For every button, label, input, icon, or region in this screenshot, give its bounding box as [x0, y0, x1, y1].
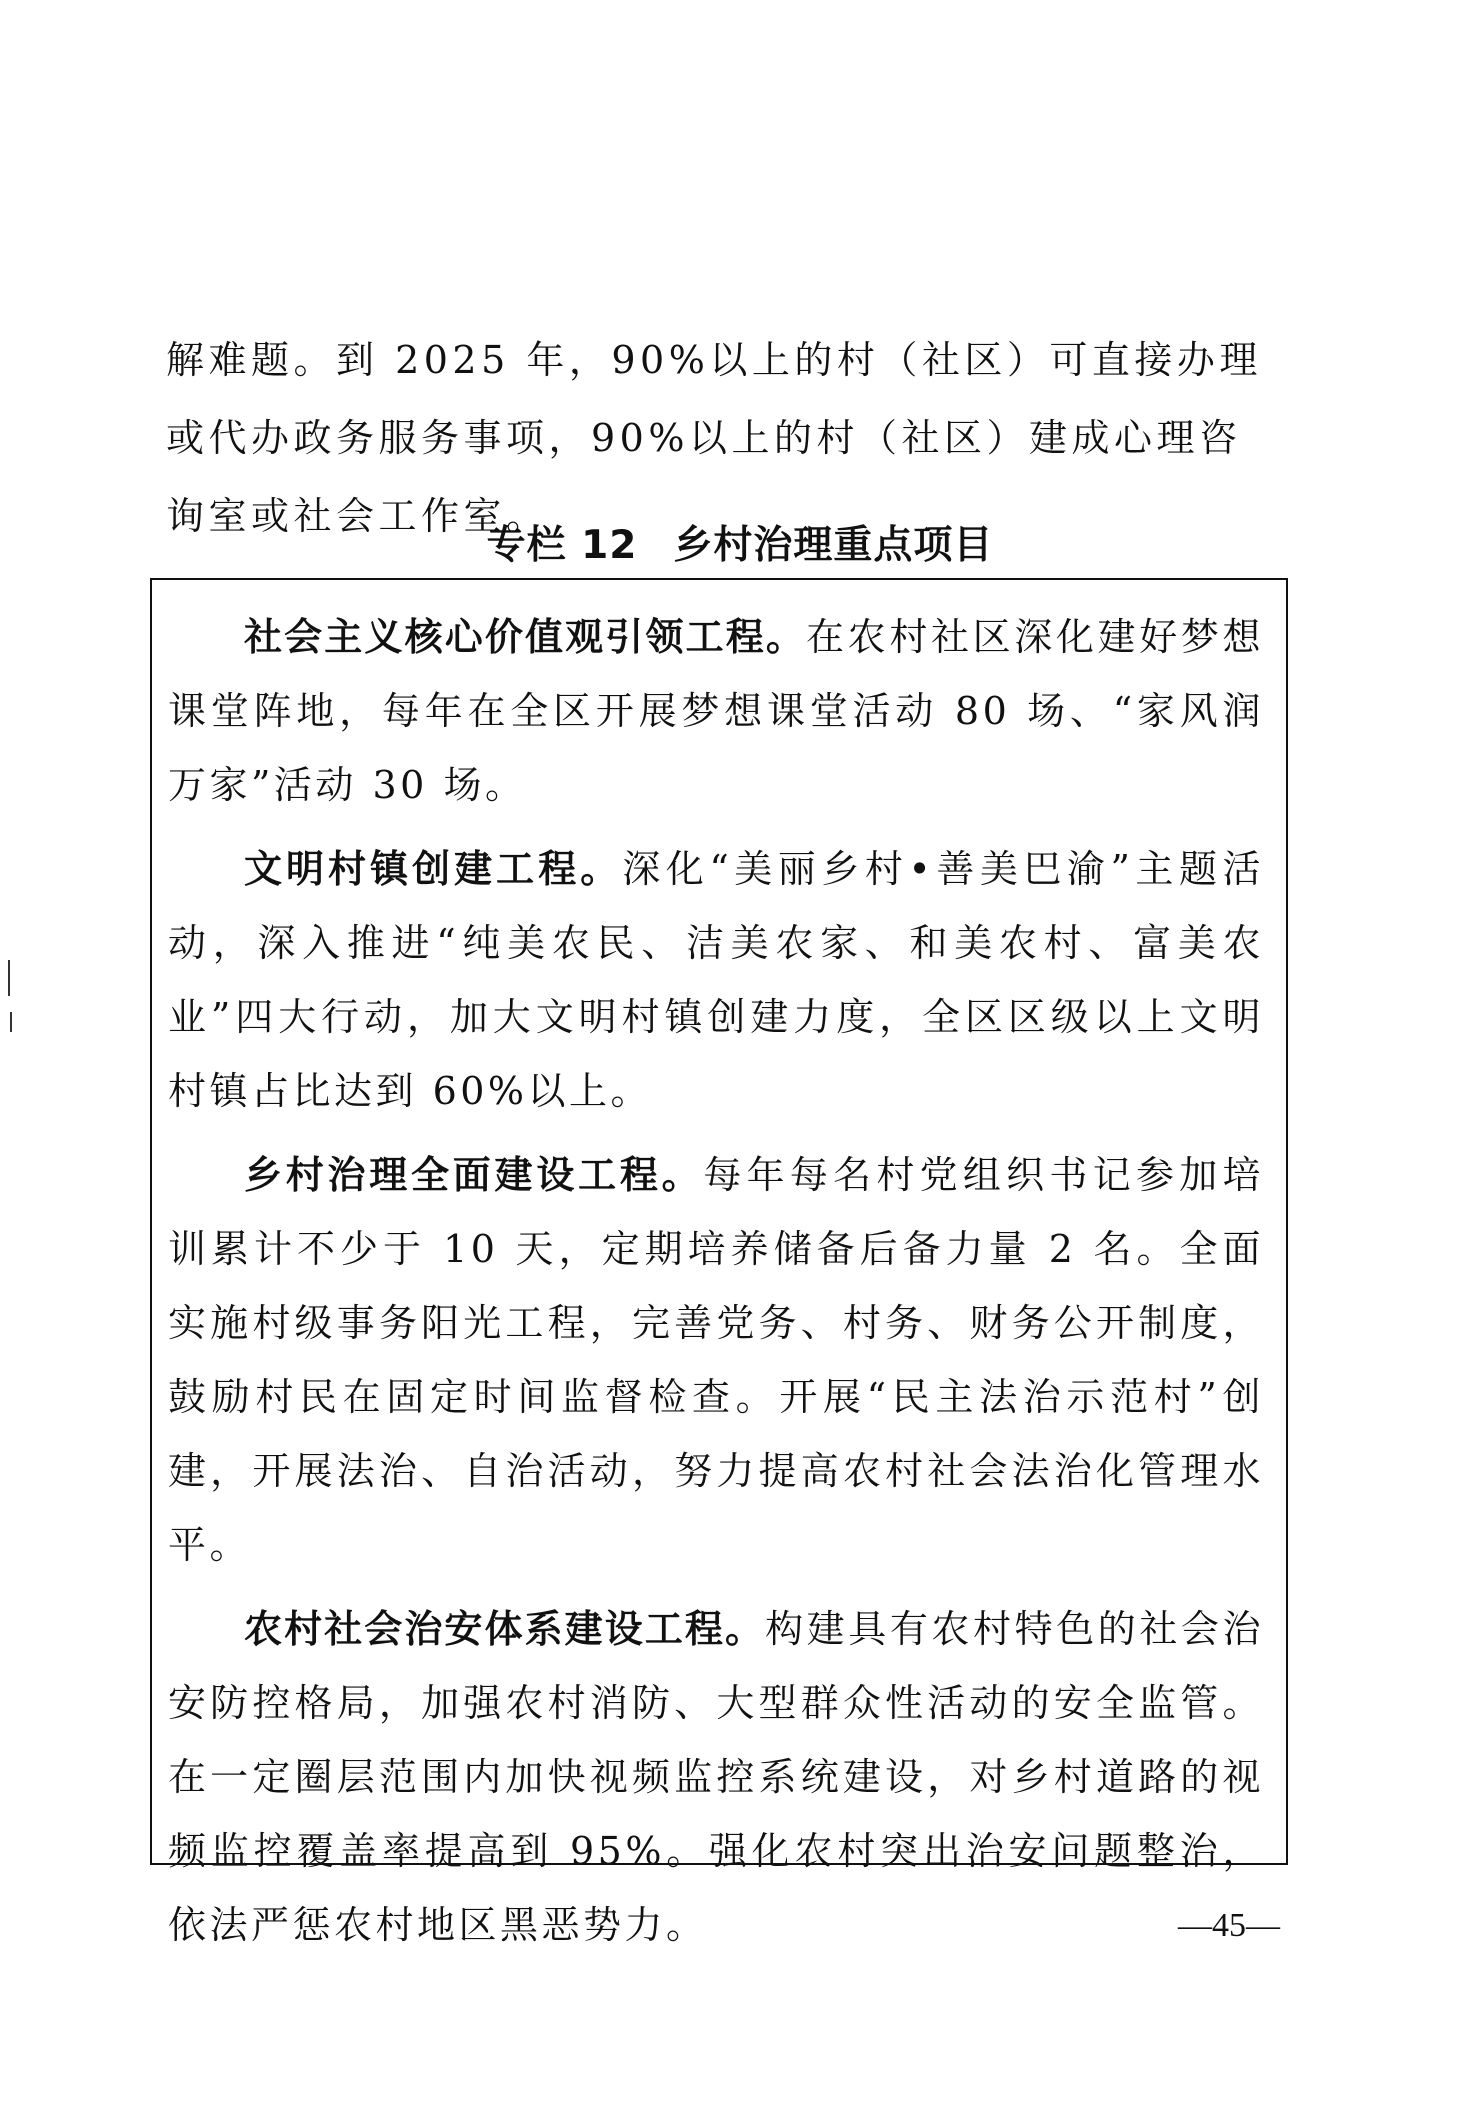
project-description: 构建具有农村特色的社会治安防控格局，加强农村消防、大型群众性活动的安全监管。在一定圈层范围内加快视频监控系统建设，对乡村道路的视频监控覆盖率提高到 95%。强化农村突出治安问题整治，依法严惩农村地区黑恶势力。 — [168, 1607, 1264, 1947]
binding-mark — [10, 1012, 12, 1032]
column-number: 专栏 12 — [486, 523, 638, 568]
intro-paragraph: 解难题。到 2025 年，90%以上的村（社区）可直接办理或代办政务服务事项，90%以上的村（社区）建成心理咨询室或社会工作室。 — [166, 338, 1262, 538]
project-name: 文明村镇创建工程。 — [244, 847, 623, 891]
project-core-values — [168, 600, 1264, 822]
page-number: —45— — [1178, 1907, 1280, 1944]
project-civilized-villages — [168, 832, 1264, 1128]
project-name: 社会主义核心价值观引领工程。 — [244, 615, 807, 659]
column-title — [0, 518, 1480, 574]
project-name: 乡村治理全面建设工程。 — [244, 1153, 704, 1197]
column-title-text: 乡村治理重点项目 — [673, 523, 994, 568]
project-public-security — [168, 1592, 1264, 1962]
project-description: 每年每名村党组织书记参加培训累计不少于 10 天，定期培养储备后备力量 2 名。全面实施村级事务阳光工程，完善党务、村务、财务公开制度，鼓励村民在固定时间监督检查。开展“民主法治示范村”创建，开展法治、自治活动，努力提高农村社会法治化管理水平。 — [168, 1153, 1264, 1567]
project-description: 在农村社区深化建好梦想课堂阵地，每年在全区开展梦想课堂活动 80 场、“家风润万家”活动 30 场。 — [168, 615, 1264, 807]
project-rural-governance — [168, 1138, 1264, 1582]
binding-mark — [8, 960, 10, 996]
project-name: 农村社会治安体系建设工程。 — [244, 1607, 766, 1651]
project-description: 深化“美丽乡村•善美巴渝”主题活动，深入推进“纯美农民、洁美农家、和美农村、富美农业”四大行动，加大文明村镇创建力度，全区区级以上文明村镇占比达到 60%以上。 — [168, 847, 1264, 1113]
